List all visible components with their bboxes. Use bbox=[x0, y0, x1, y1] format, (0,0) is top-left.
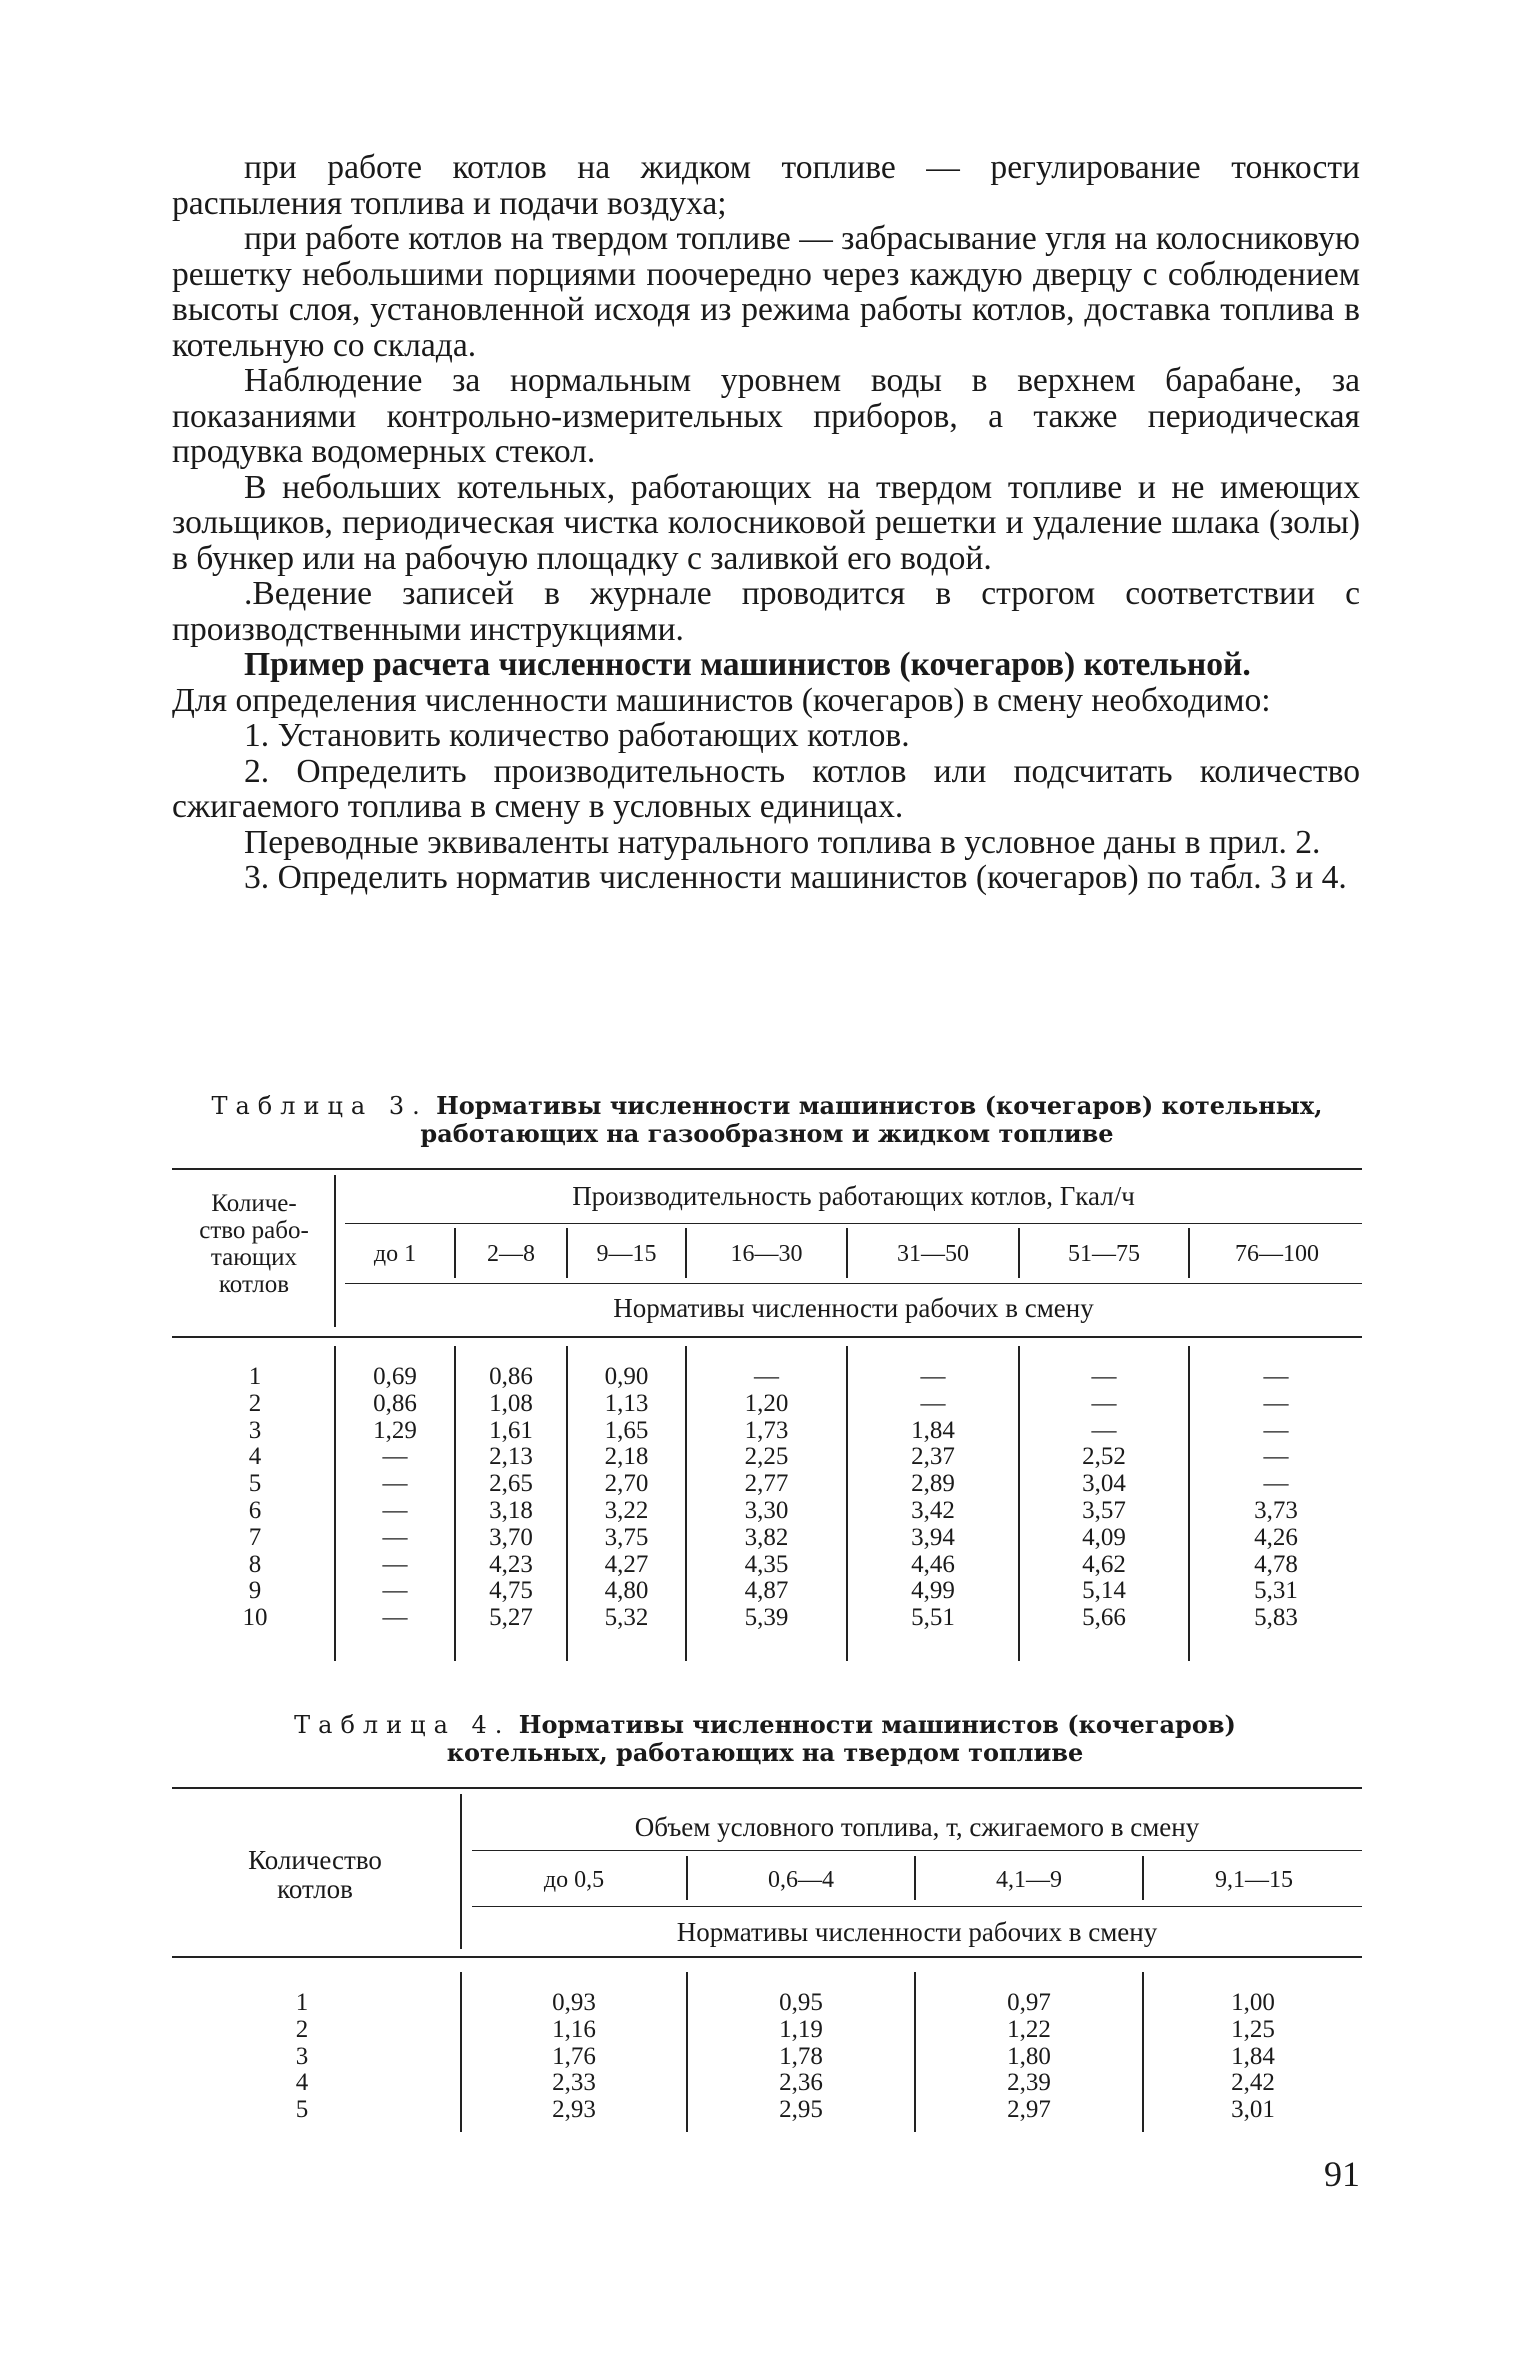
table3-cell: 3,04 bbox=[1082, 1470, 1126, 1498]
table4-row-label: 2 bbox=[295, 2015, 309, 2043]
table3-cell: — bbox=[382, 1443, 408, 1471]
table3-cell: — bbox=[1091, 1363, 1117, 1390]
table3-cell: — bbox=[1263, 1443, 1289, 1471]
table3-cell: — bbox=[1091, 1389, 1117, 1417]
table3-row-label: 9 bbox=[248, 1577, 262, 1605]
table4-row-label: 5 bbox=[295, 2096, 309, 2124]
table3-cell: 3,42 bbox=[911, 1496, 955, 1524]
table3-cell: — bbox=[382, 1550, 408, 1578]
table3-column-header: 2—8 bbox=[487, 1241, 535, 1267]
table4-cell: 1,00 bbox=[1231, 1989, 1275, 2016]
table3-title-line1: Нормативы численности машинистов (кочегаров) котельных, bbox=[436, 1091, 1323, 1120]
table3-title-line2: работающих на газообразном и жидком топливе bbox=[420, 1119, 1114, 1148]
table3-cell: 3,22 bbox=[604, 1496, 649, 1524]
table4-cell: 2,33 bbox=[552, 2069, 596, 2097]
table4-cell: 2,39 bbox=[1007, 2069, 1051, 2097]
table3-column-values bbox=[1190, 1364, 1362, 1632]
table3-cell: 3,70 bbox=[489, 1523, 533, 1551]
table3-cell: 3,73 bbox=[1254, 1496, 1298, 1524]
table3-sub-header: Нормативы численности рабочих в смену bbox=[613, 1293, 1094, 1323]
table4-cell: 2,42 bbox=[1231, 2069, 1275, 2097]
table3-cell: 0,86 bbox=[373, 1389, 417, 1417]
table3-cell: — bbox=[920, 1363, 946, 1390]
table3-row-labels bbox=[225, 1364, 285, 1632]
table3-cell: 0,86 bbox=[489, 1363, 533, 1390]
table3-column-values bbox=[848, 1364, 1018, 1632]
table3-cell: 5,66 bbox=[1082, 1604, 1126, 1632]
table3-cell: 2,25 bbox=[744, 1443, 789, 1471]
table3-row-header: Количе- ство рабо- тающих котлов bbox=[199, 1190, 309, 1298]
table3-cell: — bbox=[382, 1523, 408, 1551]
table3-column-values bbox=[336, 1364, 454, 1632]
table3-cell: 4,80 bbox=[604, 1577, 649, 1605]
table3-row-label: 7 bbox=[248, 1523, 262, 1551]
table3-column-values bbox=[687, 1364, 846, 1632]
table4-cell: 2,36 bbox=[779, 2069, 823, 2097]
paragraph: при работе котлов на твердом топливе — забрасывание угля на колосниковую решетку небольшими порциями поочередно через каждую дверцу с соблюдением высоты слоя, установленной исходя из режима работы котлов, доставка топлива в котельную со склада. bbox=[172, 220, 1361, 364]
table4-row-header: Количество котлов bbox=[248, 1845, 382, 1904]
table3-cell: 3,82 bbox=[744, 1523, 789, 1551]
table4-cell: 1,16 bbox=[552, 2015, 596, 2043]
table3-cell: 0,69 bbox=[373, 1363, 417, 1390]
example-note: Переводные эквиваленты натурального топлива в условное даны в прил. 2. bbox=[244, 823, 1321, 861]
table3-cell: — bbox=[382, 1496, 408, 1524]
table3-cell: — bbox=[920, 1389, 946, 1417]
table4-cell: 0,97 bbox=[1007, 1989, 1051, 2016]
table3-cell: 4,99 bbox=[911, 1577, 955, 1605]
table3-caption bbox=[172, 1092, 1362, 1148]
table4-cell: 1,25 bbox=[1231, 2015, 1275, 2043]
table3-cell: 5,32 bbox=[604, 1604, 649, 1632]
table4-row-labels bbox=[272, 1990, 332, 2124]
example-step: 3. Определить норматив численности машинистов (кочегаров) по табл. 3 и 4. bbox=[244, 859, 1347, 896]
table3-cell: 2,52 bbox=[1082, 1443, 1126, 1471]
table3-row-label: 5 bbox=[248, 1470, 262, 1498]
table4-cell: 1,19 bbox=[779, 2015, 823, 2043]
table4-column-header: 9,1—15 bbox=[1215, 1867, 1293, 1893]
table4-title-line2: котельных, работающих на твердом топливе bbox=[446, 1738, 1084, 1767]
table4-column-values bbox=[462, 1990, 686, 2124]
table3-column-values bbox=[1020, 1364, 1188, 1632]
table3-row-label: 3 bbox=[248, 1416, 262, 1444]
table4-title-line1: Нормативы численности машинистов (кочегаров) bbox=[518, 1710, 1236, 1739]
table4-cell: 1,84 bbox=[1231, 2042, 1275, 2070]
table3-cell: 1,84 bbox=[911, 1416, 955, 1444]
table3-cell: — bbox=[1263, 1416, 1289, 1444]
body-text bbox=[172, 150, 1360, 896]
table3-row-label: 2 bbox=[248, 1389, 262, 1417]
table3-cell: 2,89 bbox=[911, 1470, 955, 1498]
table4-cell: 2,97 bbox=[1007, 2096, 1051, 2124]
table4-column-header: 4,1—9 bbox=[996, 1867, 1062, 1893]
table3-cell: 5,83 bbox=[1254, 1604, 1298, 1632]
table3-cell: 4,23 bbox=[489, 1550, 533, 1578]
table3-cell: 2,65 bbox=[489, 1470, 533, 1498]
table3-cell: 1,61 bbox=[489, 1416, 533, 1444]
table4-cell: 0,93 bbox=[552, 1989, 596, 2016]
table3-column-values bbox=[456, 1364, 566, 1632]
table4-row-label: 4 bbox=[295, 2069, 309, 2097]
table4-cell: 1,80 bbox=[1007, 2042, 1051, 2070]
table4-cell: 3,01 bbox=[1231, 2096, 1275, 2124]
table3-row-label: 8 bbox=[248, 1550, 262, 1578]
table3-column-header: 51—75 bbox=[1068, 1241, 1140, 1267]
table4-cell: 1,76 bbox=[552, 2042, 596, 2070]
table3-label: Таблица 3. bbox=[211, 1092, 428, 1120]
table3-column-header: до 1 bbox=[373, 1241, 417, 1267]
table4-cell: 1,22 bbox=[1007, 2015, 1051, 2043]
table3-cell: 1,29 bbox=[373, 1416, 417, 1444]
table3-column-header: 9—15 bbox=[596, 1241, 657, 1267]
table3-cell: — bbox=[1263, 1363, 1289, 1390]
table3-cell: 4,09 bbox=[1082, 1523, 1126, 1551]
table4-cell: 2,95 bbox=[779, 2096, 823, 2124]
table3-column-header: 31—50 bbox=[897, 1241, 969, 1267]
paragraph: Наблюдение за нормальным уровнем воды в верхнем барабане, за показаниями контрольно-измерительных приборов, а также периодическая продувка водомерных стекол. bbox=[172, 362, 1360, 470]
table4-cell: 2,93 bbox=[552, 2096, 596, 2124]
example-intro: Для определения численности машинистов (кочегаров) в смену необходимо: bbox=[172, 681, 1271, 719]
example-step: 1. Установить количество работающих котлов. bbox=[244, 717, 910, 754]
table3-cell: 2,77 bbox=[744, 1470, 789, 1498]
table3-cell: 4,27 bbox=[604, 1550, 649, 1578]
table3-cell: — bbox=[1091, 1416, 1117, 1444]
table4-cell: 1,78 bbox=[779, 2042, 823, 2070]
table3-cell: 2,13 bbox=[489, 1443, 533, 1471]
table3-cell: 1,65 bbox=[604, 1416, 649, 1444]
table3-cell: — bbox=[382, 1577, 408, 1605]
table3-cell: — bbox=[1263, 1389, 1289, 1417]
table3-cell: 5,39 bbox=[744, 1604, 789, 1632]
table3-row-label: 6 bbox=[248, 1496, 262, 1524]
table3-cell: 1,20 bbox=[744, 1389, 789, 1417]
table3-row-label: 4 bbox=[248, 1443, 262, 1471]
table3-cell: 0,90 bbox=[604, 1363, 649, 1390]
table3-cell: 3,30 bbox=[744, 1496, 789, 1524]
table4-row-label: 1 bbox=[295, 1989, 309, 2016]
table3-cell: — bbox=[754, 1363, 779, 1390]
table3-cell: 2,37 bbox=[911, 1443, 955, 1471]
table3-group-header: Производительность работающих котлов, Гкал/ч bbox=[572, 1181, 1135, 1211]
table3-cell: 1,13 bbox=[604, 1389, 649, 1417]
paragraph: В небольших котельных, работающих на твердом топливе и не имеющих зольщиков, периодическая чистка колосниковой решетки и удаление шлака (золы) в бункер или на рабочую площадку с заливкой его водой. bbox=[172, 468, 1360, 577]
table3-cell: — bbox=[382, 1604, 408, 1632]
example-heading: Пример расчета численности машинистов (кочегаров) котельной. bbox=[244, 646, 1251, 683]
table3-cell: 3,57 bbox=[1082, 1496, 1126, 1524]
table3-cell: 4,78 bbox=[1254, 1550, 1298, 1578]
table3-cell: 1,08 bbox=[489, 1389, 533, 1417]
table3-cell: 2,18 bbox=[604, 1443, 649, 1471]
table3-cell: 3,75 bbox=[604, 1523, 649, 1551]
table4-caption bbox=[270, 1711, 1260, 1767]
table3-cell: 4,46 bbox=[911, 1550, 955, 1578]
table4-row-label: 3 bbox=[295, 2042, 309, 2070]
table3-cell: 2,70 bbox=[604, 1470, 649, 1498]
table3-cell: 3,18 bbox=[489, 1496, 533, 1524]
table3-row-label: 10 bbox=[242, 1604, 268, 1632]
table3-cell: 4,87 bbox=[744, 1577, 789, 1605]
table3-row-label: 1 bbox=[248, 1363, 262, 1390]
table4-column-values bbox=[916, 1990, 1142, 2124]
table4-cell: 0,95 bbox=[779, 1989, 823, 2016]
table3-column-header: 16—30 bbox=[730, 1241, 803, 1267]
table3-cell: 4,75 bbox=[489, 1577, 533, 1605]
table3-cell: 5,51 bbox=[911, 1604, 955, 1632]
table4-column-values bbox=[1144, 1990, 1362, 2124]
table3-cell: — bbox=[1263, 1470, 1289, 1498]
page-number: 91 bbox=[1324, 2154, 1360, 2194]
table3-cell: 3,94 bbox=[911, 1523, 955, 1551]
table3-cell: 4,26 bbox=[1254, 1523, 1298, 1551]
table4-sub-header: Нормативы численности рабочих в смену bbox=[676, 1917, 1158, 1947]
table4-column-header: до 0,5 bbox=[543, 1867, 605, 1893]
paragraph: при работе котлов на жидком топливе — регулирование тонкости распыления топлива и подачи воздуха; bbox=[172, 149, 1360, 222]
table3-cell: 1,73 bbox=[744, 1416, 789, 1444]
table3-column-header: 76—100 bbox=[1235, 1241, 1319, 1267]
paragraph: .Ведение записей в журнале проводится в строгом соответствии с производственными инструкциями. bbox=[172, 575, 1360, 648]
table3-column-values bbox=[568, 1364, 685, 1632]
table3-cell: 5,31 bbox=[1254, 1577, 1298, 1605]
table4-group-header: Объем условного топлива, т, сжигаемого в смену bbox=[634, 1812, 1200, 1842]
table3-cell: 5,14 bbox=[1082, 1577, 1126, 1605]
table4-label: Таблица 4. bbox=[294, 1711, 511, 1739]
table3-cell: 4,35 bbox=[744, 1550, 789, 1578]
table4-column-values bbox=[688, 1990, 914, 2124]
table3-cell: — bbox=[382, 1470, 408, 1498]
table4-column-header: 0,6—4 bbox=[768, 1867, 834, 1893]
table3-cell: 4,62 bbox=[1082, 1550, 1126, 1578]
table3-cell: 5,27 bbox=[489, 1604, 533, 1632]
example-step: 2. Определить производительность котлов или подсчитать количество сжигаемого топлива в смену в условных единицах. bbox=[172, 752, 1360, 825]
